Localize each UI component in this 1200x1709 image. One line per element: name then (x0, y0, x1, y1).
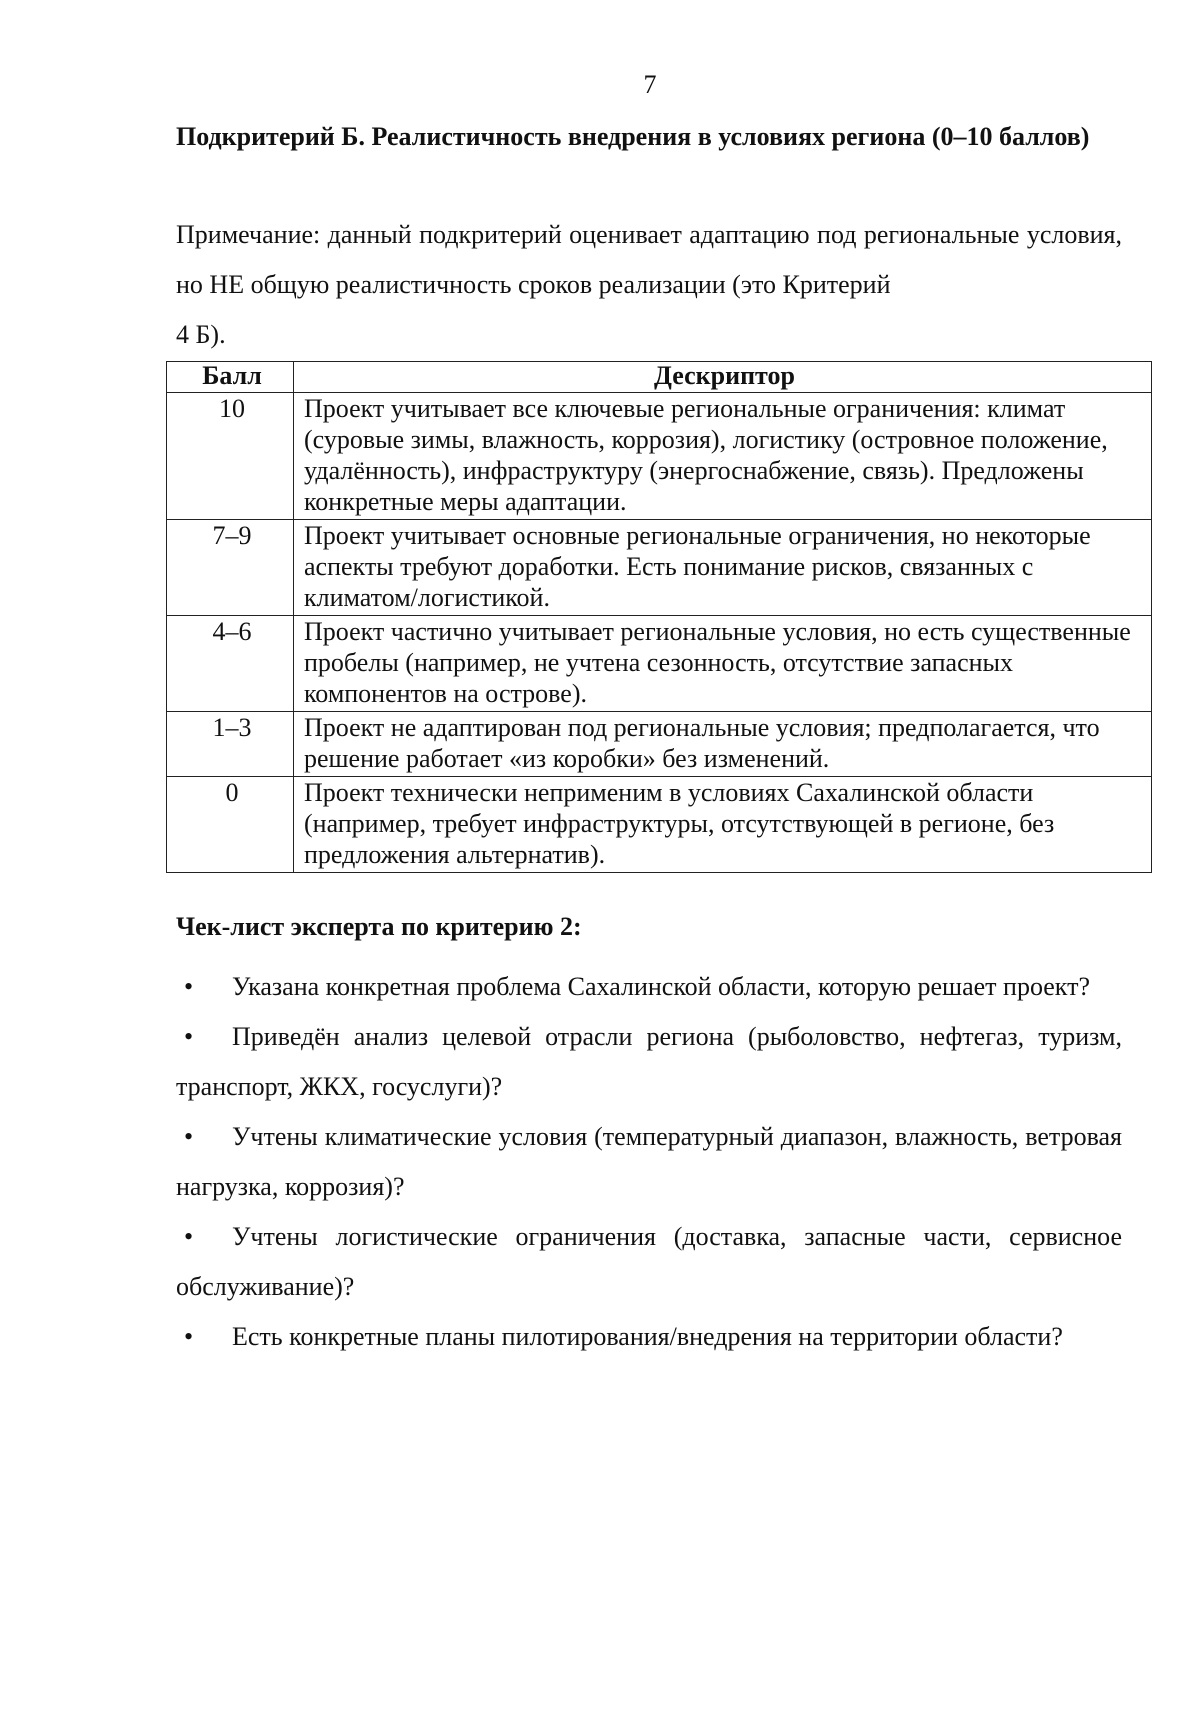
bullet-icon: • (184, 972, 194, 1001)
score-cell: 4–6 (167, 616, 294, 712)
header-descriptor: Дескриптор (294, 362, 1152, 393)
subcriterion-note (176, 210, 1122, 360)
table-row (167, 520, 1152, 616)
descriptor-cell: Проект частично учитывает региональные условия, но есть существенные пробелы (например, не учтена сезонность, отсутствие запасных компонентов на острове). (294, 616, 1152, 712)
score-descriptor-table (166, 361, 1152, 873)
descriptor-cell: Проект учитывает все ключевые региональные ограничения: климат (суровые зимы, влажность, коррозия), логистику (островное положение, удалённость), инфраструктуру (энергоснабжение, связь). Предложены конкретные меры адаптации. (294, 393, 1152, 520)
bullet-icon: • (184, 1022, 194, 1051)
header-score: Балл (167, 362, 294, 393)
subcriterion-title: Подкритерий Б. Реалистичность внедрения в условиях региона (0–10 баллов) (176, 122, 1090, 151)
expert-checklist (176, 962, 1122, 1362)
checklist-item-text: Учтены климатические условия (температурный диапазон, влажность, ветровая нагрузка, коррозия)? (176, 1122, 1122, 1201)
table-row (167, 616, 1152, 712)
table-row (167, 393, 1152, 520)
note-line-2: 4 Б). (176, 320, 226, 349)
checklist-item (176, 1312, 1122, 1362)
score-cell: 10 (167, 393, 294, 520)
score-cell: 7–9 (167, 520, 294, 616)
checklist-item (176, 1012, 1122, 1112)
table-row (167, 777, 1152, 873)
table-header-row (167, 362, 1152, 393)
descriptor-cell: Проект учитывает основные региональные ограничения, но некоторые аспекты требуют доработки. Есть понимание рисков, связанных с климатом/логистикой. (294, 520, 1152, 616)
checklist-item-text: Указана конкретная проблема Сахалинской области, которую решает проект? (232, 972, 1090, 1001)
checklist-title: Чек-лист эксперта по критерию 2: (176, 912, 582, 941)
checklist-item-text: Есть конкретные планы пилотирования/внедрения на территории области? (232, 1322, 1063, 1351)
descriptor-cell: Проект не адаптирован под региональные условия; предполагается, что решение работает «из коробки» без изменений. (294, 712, 1152, 777)
bullet-icon: • (184, 1222, 194, 1251)
note-line-1: Примечание: данный подкритерий оценивает адаптацию под региональные условия, но НЕ общую реалистичность сроков реализации (это Критерий (176, 220, 1122, 299)
checklist-item-text: Приведён анализ целевой отрасли региона (рыболовство, нефтегаз, туризм, транспорт, ЖКХ, госуслуги)? (176, 1022, 1122, 1101)
bullet-icon: • (184, 1322, 194, 1351)
score-cell: 0 (167, 777, 294, 873)
checklist-item-text: Учтены логистические ограничения (доставка, запасные части, сервисное обслуживание)? (176, 1222, 1122, 1301)
table-row (167, 712, 1152, 777)
bullet-icon: • (184, 1122, 194, 1151)
checklist-item (176, 962, 1122, 1012)
descriptor-cell: Проект технически неприменим в условиях Сахалинской области (например, требует инфраструктуры, отсутствующей в регионе, без предложения альтернатив). (294, 777, 1152, 873)
score-cell: 1–3 (167, 712, 294, 777)
checklist-item (176, 1112, 1122, 1212)
page-number: 7 (643, 70, 657, 99)
checklist-item (176, 1212, 1122, 1312)
